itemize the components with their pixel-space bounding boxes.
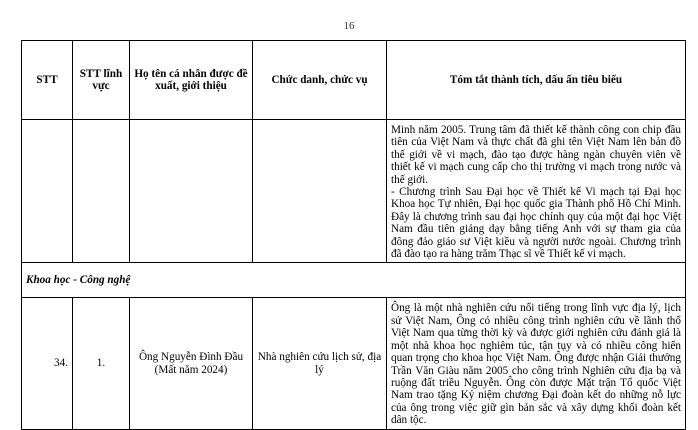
page-number: 16 (343, 20, 355, 32)
nominee-note: (Mất năm 2024) (154, 363, 228, 376)
table-row (22, 298, 686, 429)
cont-summary-p1: Minh năm 2005. Trung tâm đã thiết kế thành công con chip đầu tiên của Việt Nam và thực chất đã ghi tên Việt Nam lên bản đồ thế giới về vi mạch, đào tạo được hàng ngàn chuyên viên về thiết kế vi mạch cung cấp cho thị trường vi mạch trong nước và thế giới. (391, 124, 681, 186)
cont-title (253, 120, 387, 263)
continuation-row (22, 120, 686, 263)
header-row (22, 41, 686, 120)
cont-summary-p2: - Chương trình Sau Đại học về Thiết kế Vi mạch tại Đại học Khoa học Tự nhiên, Đại học quốc gia Thành phố Hồ Chí Minh. Đây là chương trình sau đại học chính quy của một đại học Việt Nam đầu tiên giảng dạy bằng tiếng Anh với sự tham gia của đông đảo giáo sư Việt kiều và người nước ngoài. Chương trình đã đào tạo ra hàng trăm Thạc sĩ về Thiết kế vi mạch. (391, 186, 681, 261)
nominee-table (21, 40, 686, 430)
section-row (22, 263, 686, 298)
row-title: Nhà nghiên cứu lịch sử, địa lý (253, 298, 387, 429)
row-stt-field: 1. (73, 298, 130, 429)
cont-stt (22, 120, 73, 263)
row-stt: 34. (22, 298, 73, 429)
nominee-name: Ông Nguyễn Đình Đầu (138, 351, 244, 364)
cont-summary (387, 120, 686, 263)
header-title: Chức danh, chức vụ (253, 41, 387, 120)
row-summary: Ông là một nhà nghiên cứu nổi tiếng trong lĩnh vực địa lý, lịch sử Việt Nam, Ông có nhiều công trình nghiên cứu về lãnh thổ Việt Nam qua từng thời kỳ và được giới nghiên cứu đánh giá là một nhà khoa học nghiêm túc, tận tụy và có nhiều công hiến quan trọng cho khoa học Việt Nam. Ông được nhận Giải thưởng Trần Văn Giàu năm 2005 cho công trình Nghiên cứu địa bạ và ruộng đất triều Nguyễn. Ông còn được Mặt trận Tổ quốc Việt Nam trao tặng Kỷ niệm chương Đại đoàn kết do những nỗ lực của ông trong việc giữ gìn bản sắc và xây dựng khối đoàn kết dân tộc. (387, 298, 686, 429)
row-name (130, 298, 253, 429)
cont-name (130, 120, 253, 263)
header-name: Họ tên cá nhân được đề xuất, giới thiệu (130, 41, 253, 120)
header-stt: STT (22, 41, 73, 120)
header-summary: Tóm tắt thành tích, dấu ấn tiêu biểu (387, 41, 686, 120)
section-label: Khoa học - Công nghệ (22, 263, 686, 298)
header-stt-field: STT lĩnh vực (73, 41, 130, 120)
cont-stt-field (73, 120, 130, 263)
